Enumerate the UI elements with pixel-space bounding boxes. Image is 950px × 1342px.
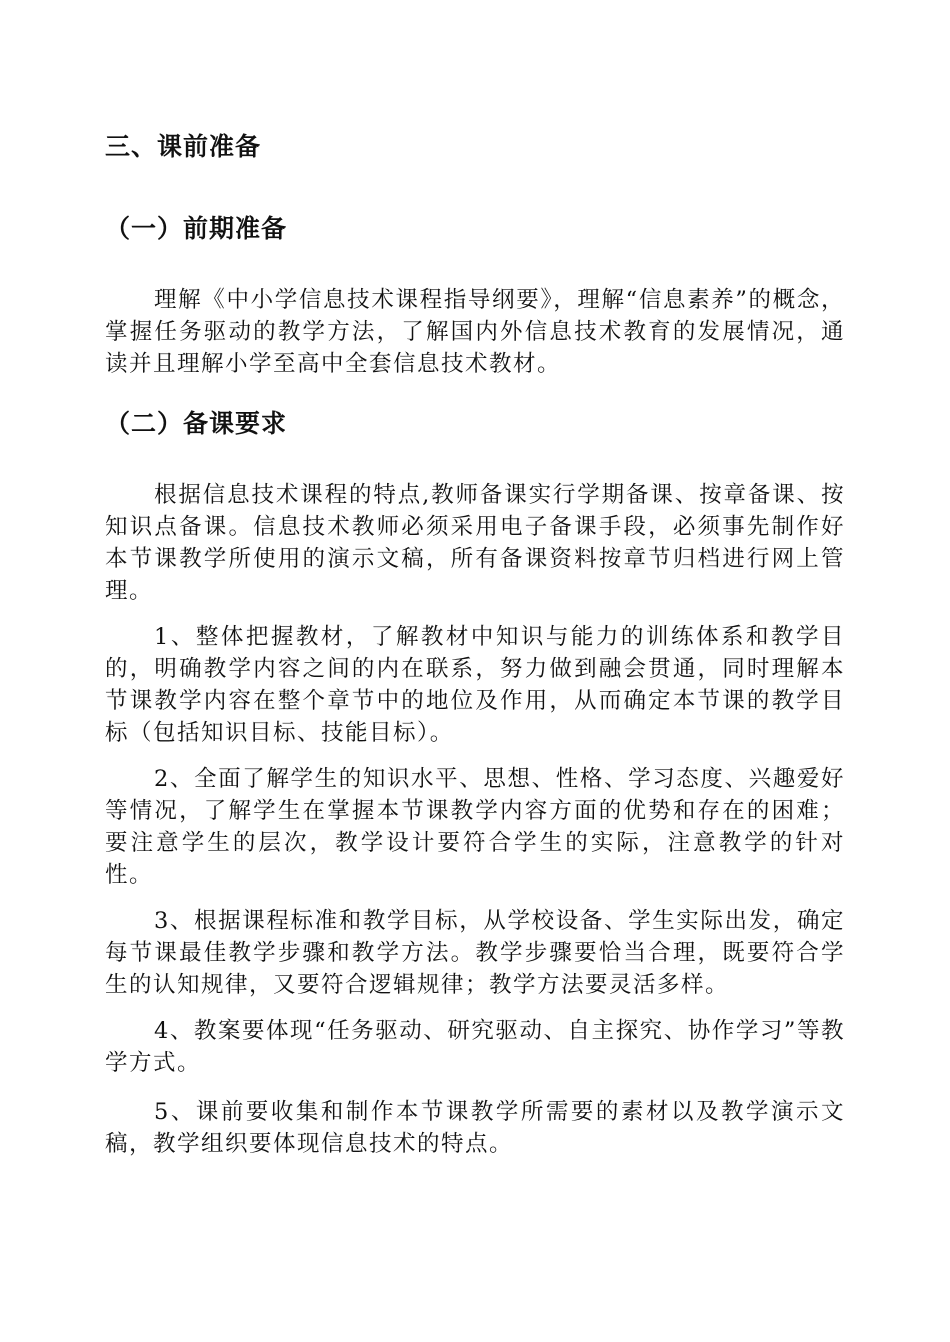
paragraph-item-2: 2、全面了解学生的知识水平、思想、性格、学习态度、兴趣爱好等情况，了解学生在掌握本节课教学内容方面的优势和存在的困难；要注意学生的层次，教学设计要符合学生的实际，注意教学的针对性。 (105, 766, 845, 888)
subsection-heading-requirements: （二）备课要求 (105, 409, 288, 438)
paragraph-item-1: 1、整体把握教材，了解教材中知识与能力的训练体系和教学目的，明确教学内容之间的内在联系，努力做到融会贯通，同时理解本节课教学内容在整个章节中的地位及作用，从而确定本节课的教学目标（包括知识目标、技能目标）。 (105, 624, 845, 746)
paragraph-requirements-intro: 根据信息技术课程的特点,教师备课实行学期备课、按章备课、按知识点备课。信息技术教师必须采用电子备课手段，必须事先制作好本节课教学所使用的演示文稿，所有备课资料按章节归档进行网上管理。 (105, 482, 845, 604)
section-heading: 三、课前准备 (105, 132, 262, 161)
paragraph-item-4: 4、教案要体现“任务驱动、研究驱动、自主探究、协作学习”等教学方式。 (105, 1018, 845, 1076)
paragraph-item-3: 3、根据课程标准和教学目标，从学校设备、学生实际出发，确定每节课最佳教学步骤和教学方法。教学步骤要恰当合理，既要符合学生的认知规律，又要符合逻辑规律；教学方法要灵活多样。 (105, 908, 845, 998)
subsection-heading-preparation: （一）前期准备 (105, 214, 288, 243)
paragraph-item-5: 5、课前要收集和制作本节课教学所需要的素材以及教学演示文稿，教学组织要体现信息技术的特点。 (105, 1099, 845, 1157)
paragraph-preparation: 理解《中小学信息技术课程指导纲要》，理解“信息素养”的概念，掌握任务驱动的教学方法，了解国内外信息技术教育的发展情况，通读并且理解小学至高中全套信息技术教材。 (105, 287, 845, 377)
